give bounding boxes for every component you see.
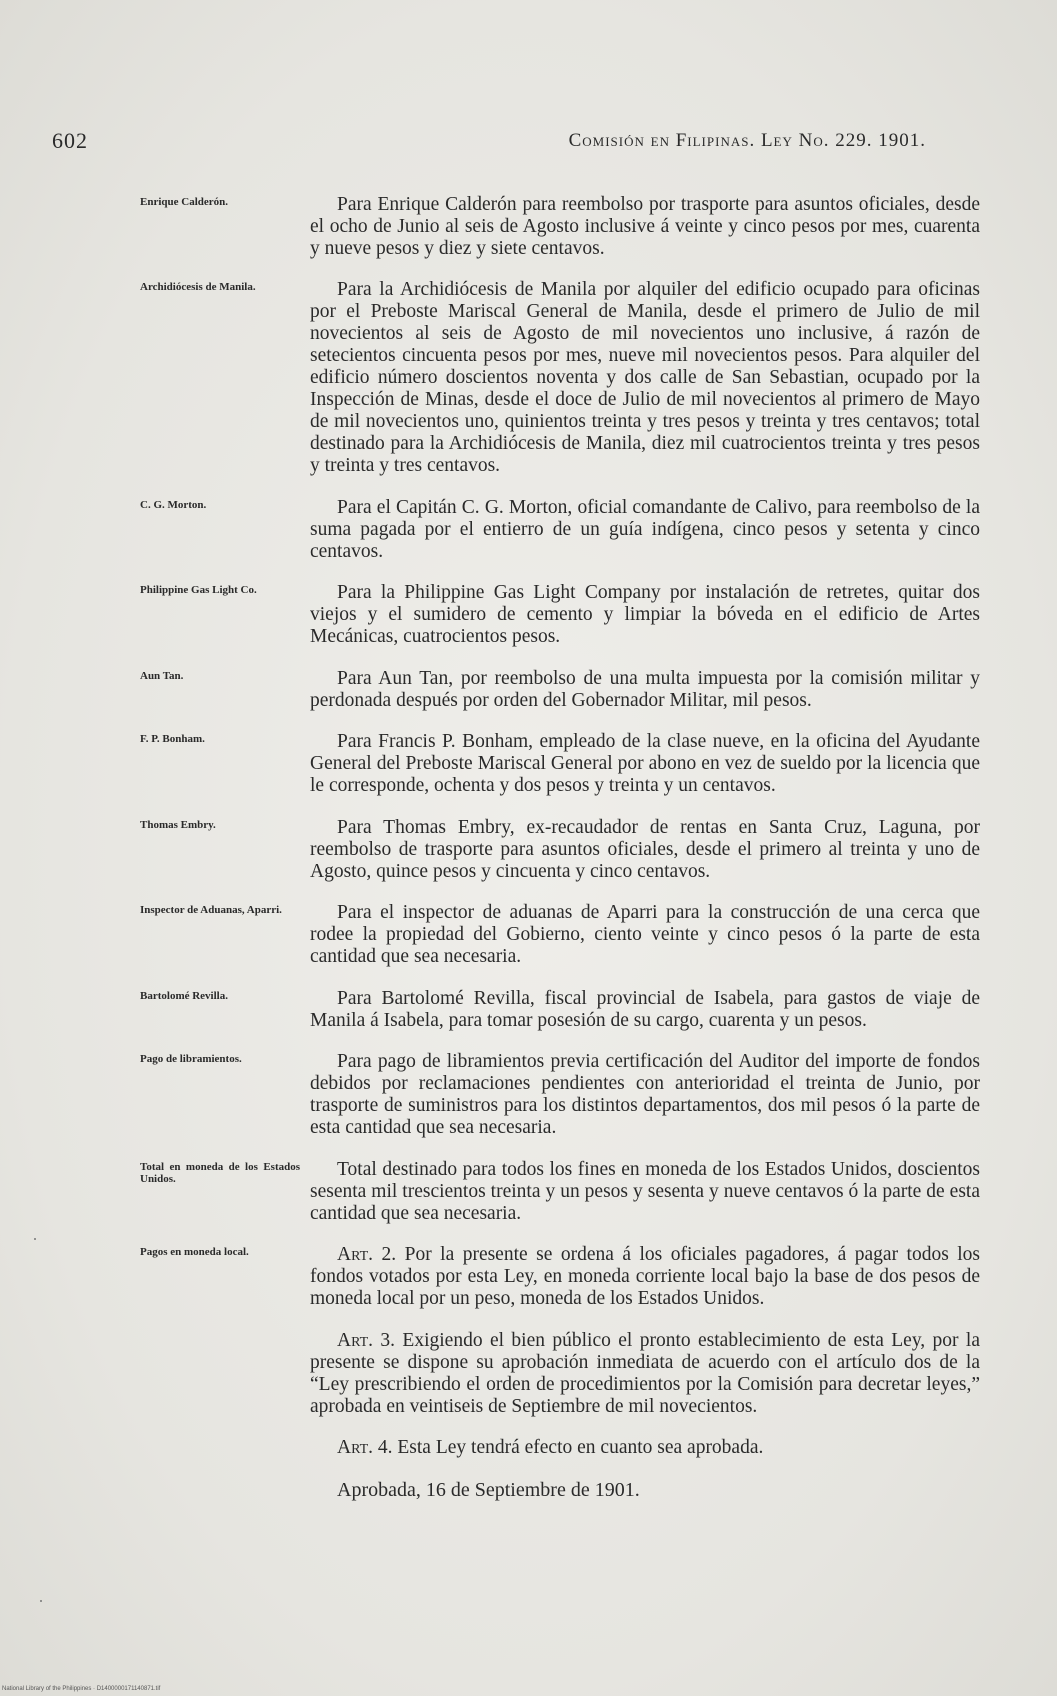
paragraph xyxy=(310,1437,980,1459)
margin-note: F. P. Bonham. xyxy=(140,733,205,745)
paragraph: Para pago de libramientos previa certificación del Auditor del importe de fondos debidos por reclamaciones pendientes con anterioridad el treinta de Junio, por trasporte de suministros para los distintos departamentos, dos mil pesos ó la parte de esta cantidad que sea necesaria. xyxy=(310,1051,980,1138)
margin-note: Archidiócesis de Manila. xyxy=(140,281,256,293)
entry-enrique-calderon xyxy=(140,194,980,260)
paragraph xyxy=(310,1244,980,1310)
scan-speck xyxy=(40,1600,42,1602)
entry-gas-light xyxy=(140,582,980,648)
paragraph: Para Thomas Embry, ex-recaudador de rentas en Santa Cruz, Laguna, por reembolso de trasporte para asuntos oficiales, desde el primero al treinta y uno de Agosto, quince pesos y cincuenta y cinco centavos. xyxy=(310,816,980,882)
article-text: Esta Ley tendrá efecto en cuanto sea aprobada. xyxy=(397,1437,764,1458)
paragraph: Para el inspector de aduanas de Aparri para la construcción de una cerca que rodee la propiedad del Gobierno, ciento veinte y cinco pesos ó la parte de esta cantidad que sea necesaria. xyxy=(310,902,980,967)
margin-note: Pagos en moneda local. xyxy=(140,1246,249,1258)
paragraph xyxy=(310,1330,980,1418)
margin-note: Pago de libramientos. xyxy=(140,1053,242,1065)
article-label: Art. 3. xyxy=(337,1329,396,1351)
paragraph: Para el Capitán C. G. Morton, oficial comandante de Calivo, para reembolso de la suma pagada por el entierro de un guía indígena, cinco pesos y setenta y cinco centavos. xyxy=(310,496,980,562)
article-3 xyxy=(140,1330,980,1418)
paragraph: Para Enrique Calderón para reembolso por trasporte para asuntos oficiales, desde el ocho de Junio al seis de Agosto inclusive á veinte y cinco pesos por mes, cuarenta y nueve pesos y diez y siete centavos. xyxy=(310,193,980,259)
approval-date: Aprobada, 16 de Septiembre de 1901. xyxy=(337,1478,640,1501)
paragraph: Para la Philippine Gas Light Company por instalación de retretes, quitar dos viejos y el sumidero de cemento y limpiar la bóveda en el edificio de Artes Mecánicas, cuatrocientos pesos. xyxy=(310,582,980,647)
margin-note: Aun Tan. xyxy=(140,669,184,682)
scan-credit: National Library of the Philippines · D1400000171140871.tif xyxy=(2,1686,161,1692)
page-header xyxy=(52,128,998,154)
entry-aun-tan xyxy=(140,668,980,712)
paragraph: Para Bartolomé Revilla, fiscal provincial de Isabela, para gastos de viaje de Manila á Isabela, para tomar posesión de su cargo, cuarenta y un pesos. xyxy=(310,987,980,1031)
paragraph: Para la Archidiócesis de Manila por alquiler del edificio ocupado para oficinas por el Preboste Mariscal General de Manila, desde el primero de Julio de mil novecientos al seis de Agosto de mil novecientos uno inclusive, á razón de setecientos cincuenta pesos por mes, nueve mil novecientos pesos. Para alquiler del edificio número doscientos noventa y dos calle de San Sebastian, ocupado por la Inspección de Minas, desde el doce de Julio de mil novecientos al primero de Mayo de mil novecientos uno, quinientos treinta y tres pesos y treinta y tres centavos; total destinado para la Archidiócesis de Manila, diez mil cuatrocientos treinta y tres pesos y treinta y tres centavos. xyxy=(310,279,980,476)
paragraph: Total destinado para todos los fines en moneda de los Estados Unidos, doscientos sesenta mil trescientos treinta y un pesos y sesenta y nueve centavos ó la parte de esta cantidad que sea necesaria. xyxy=(310,1158,980,1224)
scan-speck xyxy=(34,1238,36,1240)
paragraph: Para Aun Tan, por reembolso de una multa impuesta por la comisión militar y perdonada después por orden del Gobernador Militar, mil pesos. xyxy=(310,667,980,711)
margin-note: Thomas Embry. xyxy=(140,818,216,831)
margin-note: Total en moneda de los Estados Unidos. xyxy=(140,1160,300,1185)
entry-bonham xyxy=(140,731,980,797)
paragraph: Para Francis P. Bonham, empleado de la clase nueve, en la oficina del Ayudante General del Preboste Mariscal General por abono en vez de sueldo por la licencia que le corresponde, ochenta y dos pesos y treinta y un centavos. xyxy=(310,731,980,796)
article-label: Art. 4. xyxy=(337,1437,393,1458)
entry-total xyxy=(140,1159,980,1225)
entry-revilla xyxy=(140,988,980,1032)
margin-note: Bartolomé Revilla. xyxy=(140,989,228,1002)
entry-morton xyxy=(140,497,980,563)
margin-note: C. G. Morton. xyxy=(140,498,207,511)
article-2 xyxy=(140,1244,980,1310)
entry-embry xyxy=(140,817,980,883)
margin-note: Inspector de Aduanas, Aparri. xyxy=(140,904,282,916)
running-head: Comisión en Filipinas. Ley No. 229. 1901. xyxy=(568,130,926,151)
page-number: 602 xyxy=(52,128,88,153)
document-body xyxy=(140,174,980,1522)
article-4 xyxy=(140,1437,980,1459)
article-label: Art. 2. xyxy=(337,1244,397,1265)
entry-inspector-aduanas xyxy=(140,902,980,968)
entry-libramientos xyxy=(140,1051,980,1139)
margin-note: Philippine Gas Light Co. xyxy=(140,584,257,596)
article-text: Por la presente se ordena á los oficiales pagadores, á pagar todos los fondos votados por esta Ley, en moneda corriente local bajo la base de dos pesos de moneda local por un peso, moneda de los Estados Unidos. xyxy=(310,1244,981,1309)
article-text: Exigiendo el bien público el pronto establecimiento de esta Ley, por la presente se dispone su aprobación inmediata de acuerdo con el artículo dos de la “Ley prescribiendo el orden de procedimientos por la Comisión para decretar leyes,” aprobada en veintiseis de Septiembre de mil novecientos. xyxy=(310,1329,981,1417)
margin-note: Enrique Calderón. xyxy=(140,195,229,208)
entry-archidiocesis xyxy=(140,279,980,477)
